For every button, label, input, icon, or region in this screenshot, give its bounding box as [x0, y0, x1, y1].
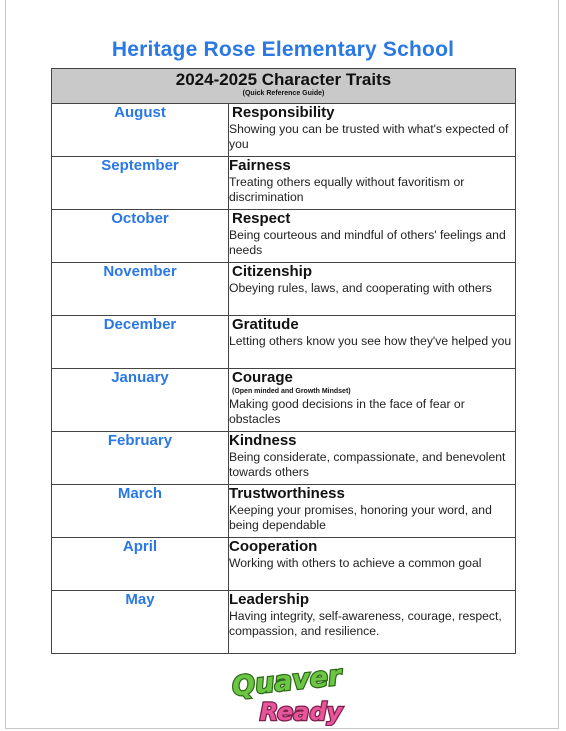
table-header-row	[52, 69, 516, 104]
trait-description: Treating others equally without favoritism or discrimination	[229, 175, 465, 204]
trait-name: Courage	[232, 369, 293, 386]
trait-name: Fairness	[229, 157, 291, 174]
table-subtitle: (Quick Reference Guide)	[242, 90, 325, 97]
table-title: 2024-2025 Character Traits	[175, 70, 392, 89]
quaver-ready-logo	[215, 660, 355, 726]
school-title: Heritage Rose Elementary School	[111, 38, 455, 61]
table-row	[52, 263, 516, 316]
trait-description: Letting others know you see how they've helped you	[229, 334, 512, 348]
table-row	[52, 369, 516, 432]
trait-name: Gratitude	[232, 316, 299, 333]
trait-cell	[229, 316, 516, 369]
month-cell: November	[52, 263, 229, 316]
character-traits-table	[51, 68, 516, 654]
table-row	[52, 591, 516, 654]
table-row	[52, 485, 516, 538]
trait-cell	[229, 210, 516, 263]
trait-cell	[229, 432, 516, 485]
table-row	[52, 157, 516, 210]
trait-note: (Open minded and Growth Mindset)	[232, 388, 351, 395]
table-header	[52, 69, 516, 104]
trait-description: Working with others to achieve a common goal	[229, 556, 482, 570]
trait-description: Keeping your promises, honoring your word, and being dependable	[229, 503, 492, 532]
trait-cell	[229, 263, 516, 316]
trait-description: Having integrity, self-awareness, courage, respect, compassion, and resilience.	[229, 609, 502, 638]
trait-name: Trustworthiness	[229, 485, 345, 502]
trait-cell	[229, 591, 516, 654]
trait-name: Respect	[232, 210, 291, 227]
trait-description: Being courteous and mindful of others' feelings and needs	[229, 228, 506, 257]
trait-cell	[229, 485, 516, 538]
trait-name: Cooperation	[229, 538, 318, 555]
trait-name: Responsibility	[232, 104, 335, 121]
trait-description: Showing you can be trusted with what's expected of you	[229, 122, 509, 151]
table-row	[52, 104, 516, 157]
trait-description: Obeying rules, laws, and cooperating with others	[229, 281, 492, 295]
month-cell: April	[52, 538, 229, 591]
logo-word-quaver: Quaver	[230, 660, 343, 703]
month-cell: May	[52, 591, 229, 654]
table-row	[52, 432, 516, 485]
logo-word-ready: Ready	[259, 698, 343, 726]
trait-name: Leadership	[229, 591, 310, 608]
trait-description: Being considerate, compassionate, and benevolent towards others	[229, 450, 506, 479]
trait-name: Kindness	[229, 432, 297, 449]
month-cell: August	[52, 104, 229, 157]
month-cell: January	[52, 369, 229, 432]
month-cell: March	[52, 485, 229, 538]
trait-description: Making good decisions in the face of fear or obstacles	[229, 397, 465, 426]
month-cell: December	[52, 316, 229, 369]
trait-cell	[229, 369, 516, 432]
month-cell: October	[52, 210, 229, 263]
table-row	[52, 210, 516, 263]
month-cell: February	[52, 432, 229, 485]
table-row	[52, 538, 516, 591]
trait-cell	[229, 538, 516, 591]
trait-cell	[229, 104, 516, 157]
table-row	[52, 316, 516, 369]
trait-cell	[229, 157, 516, 210]
trait-name: Citizenship	[232, 263, 313, 280]
month-cell: September	[52, 157, 229, 210]
